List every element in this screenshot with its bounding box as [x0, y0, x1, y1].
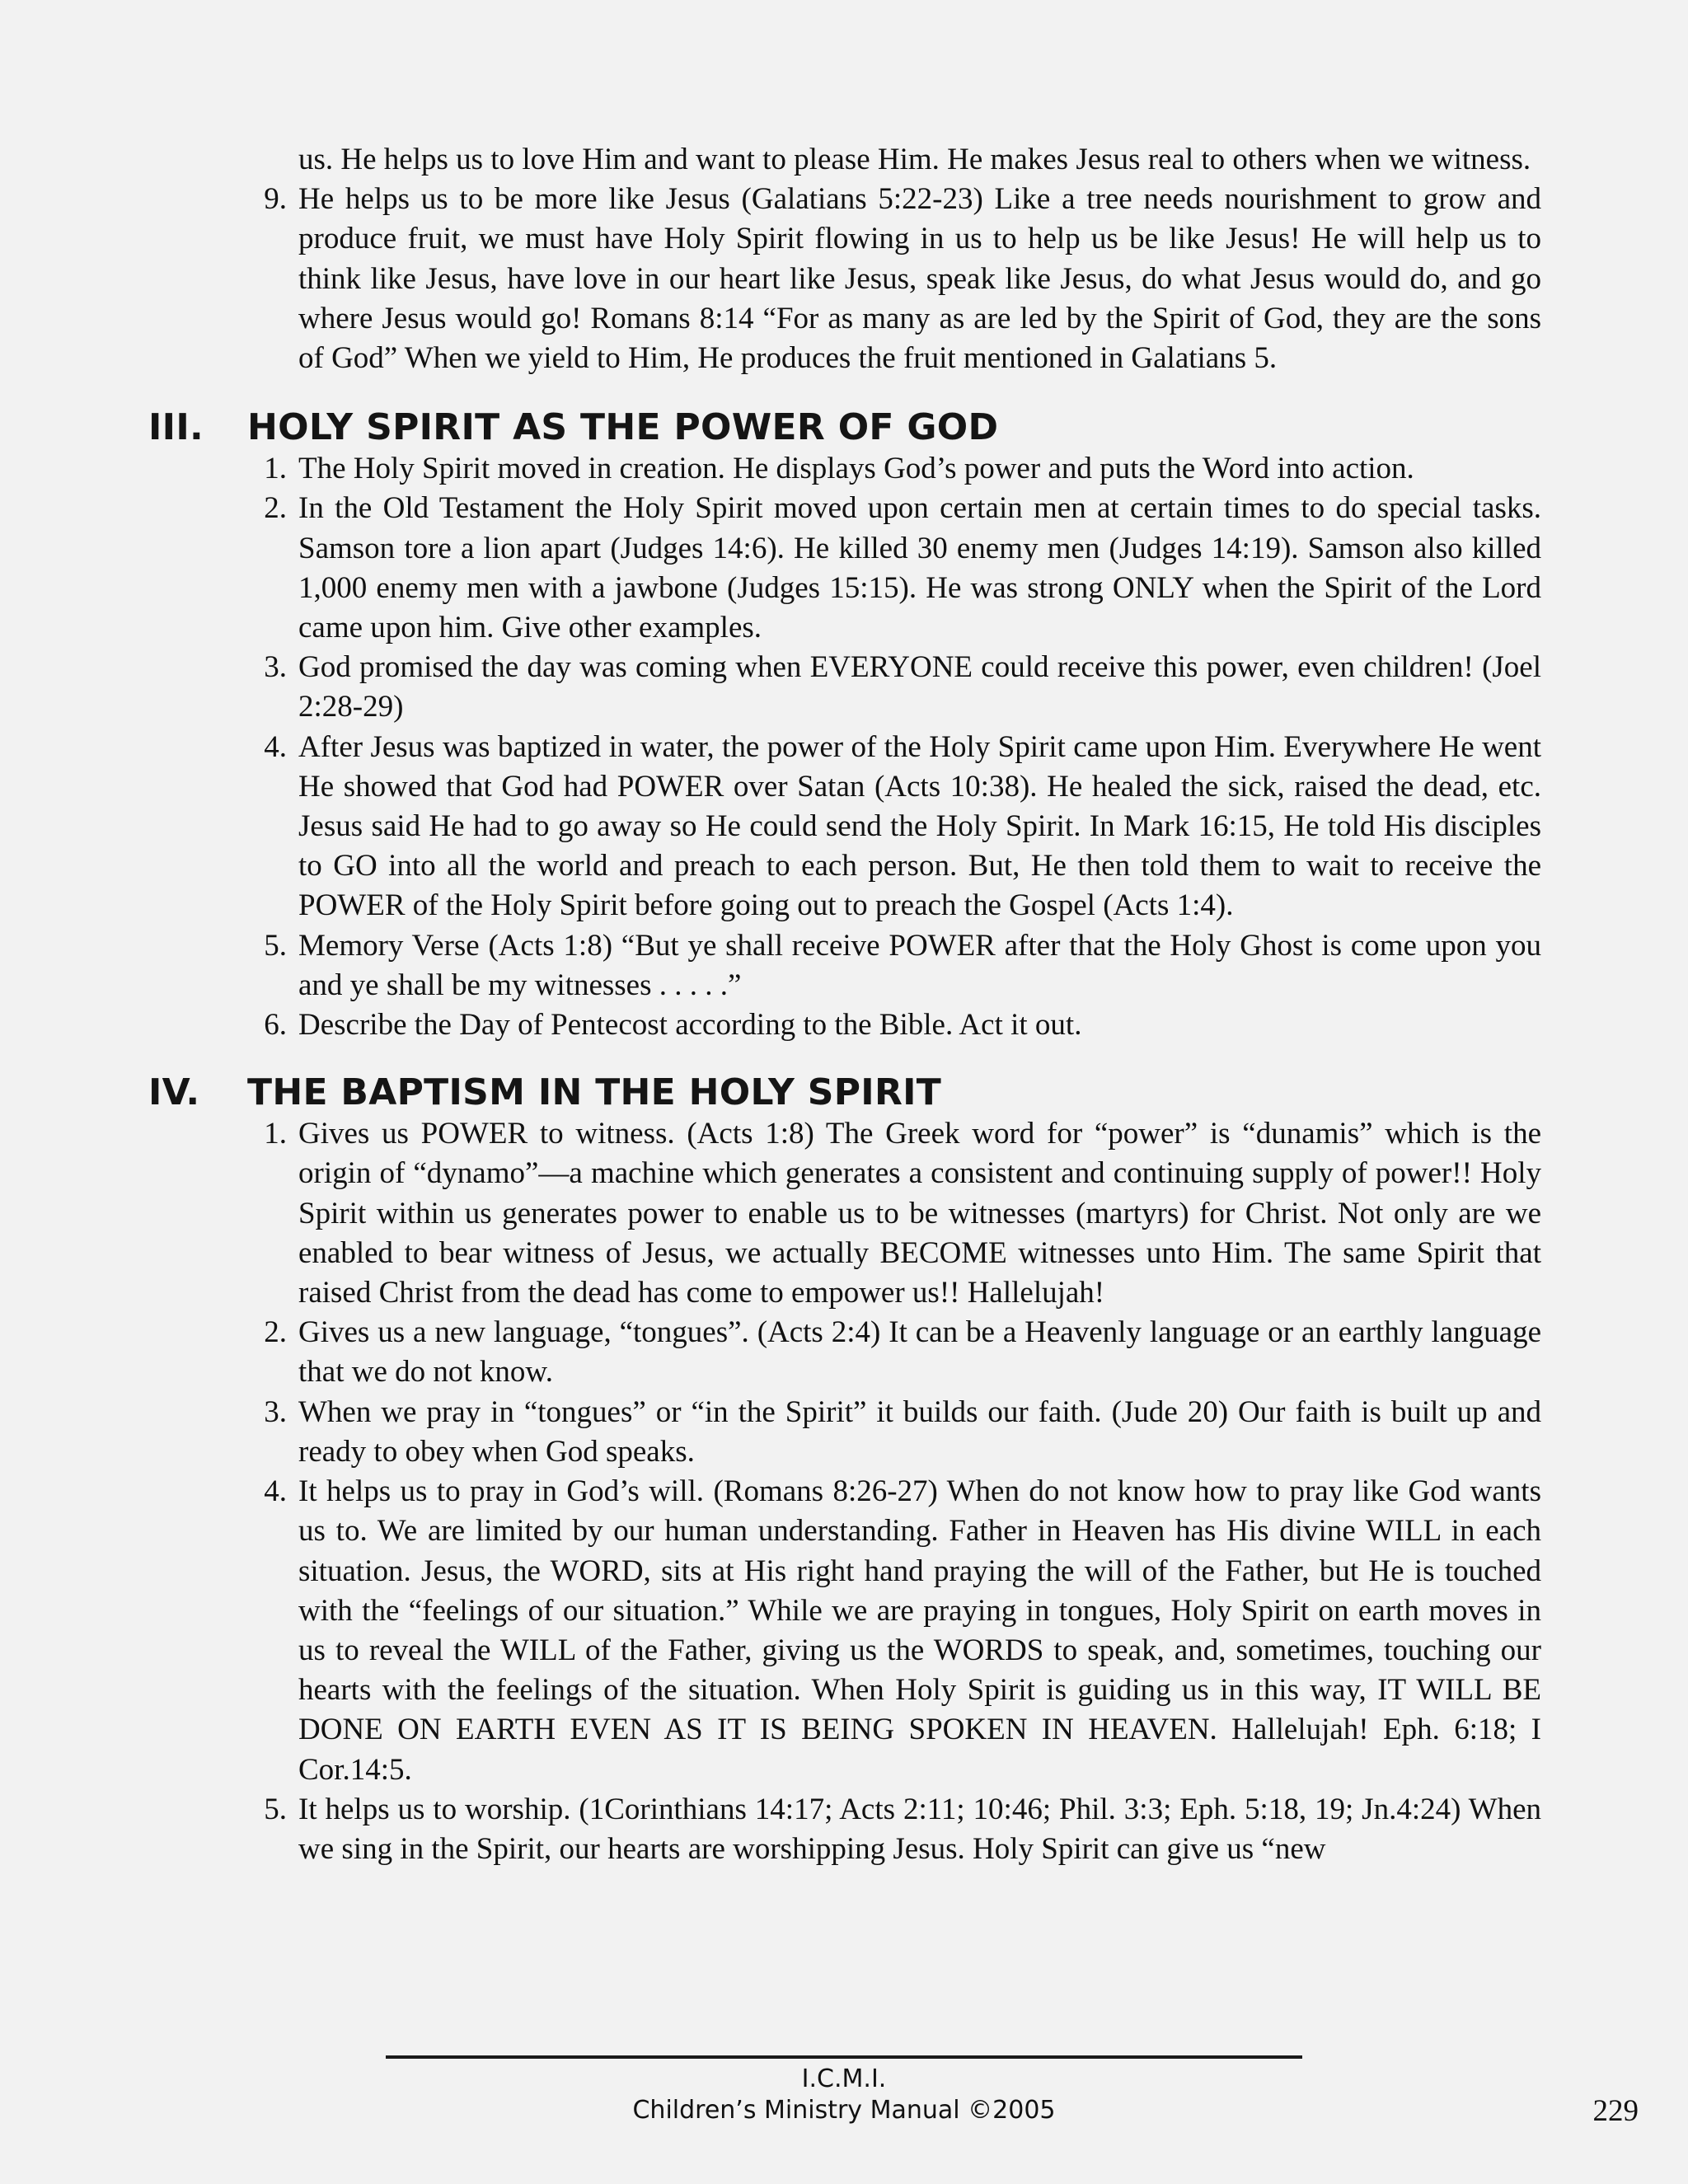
item-number: 3. [264, 650, 287, 685]
list-item [264, 1393, 1541, 1472]
item-text: It helps us to pray in God’s will. (Romans 8:26-27) When do not know how to pray like God wants us to. We are limited by our human understanding. Father in Heaven has His divine WILL in each situation. Jesus, the WORD, sits at His right hand praying the will of the Father, but He is touched with the “feelings of our situation.” While we are praying in tongues, Holy Spirit on earth moves in us to reveal the WILL of the Father, giving us the WORDS to speak, and, sometimes, touching our hearts with the feelings of the situation. When Holy Spirit is guiding us in this way, IT WILL BE DONE ON EARTH EVEN AS IT IS BEING SPOKEN IN HEAVEN. Hallelujah! Eph. 6:18; I Cor.14:5. [298, 1474, 1541, 1787]
continuation-paragraph: us. He helps us to love Him and want to please Him. He makes Jesus real to others when we witness. [298, 143, 1531, 176]
item-text: He helps us to be more like Jesus (Galatians 5:22-23) Like a tree needs nourishment to grow and produce fruit, we must have Holy Spirit flowing in us to help us be like Jesus! He will help us to think like Jesus, have love in our heart like Jesus, speak like Jesus, do what Jesus would do, and go where Jesus would go! Romans 8:14 “For as many as are led by the Spirit of God, they are the sons of God” When we yield to Him, He produces the fruit mentioned in Galatians 5. [298, 182, 1541, 376]
list-item [264, 648, 1541, 727]
item-number: 5. [264, 928, 287, 963]
section-title: THE BAPTISM IN THE HOLY SPIRIT [247, 1071, 942, 1114]
item-text: Describe the Day of Pentecost according to the Bible. Act it out. [298, 1008, 1082, 1043]
footer-divider [386, 2055, 1302, 2059]
item-text: In the Old Testament the Holy Spirit moved upon certain men at certain times to do special tasks. Samson tore a lion apart (Judges 14:6). He killed 30 enemy men (Judges 14:19). Samson also killed 1,000 enemy men with a jawbone (Judges 15:15). He was strong ONLY when the Spirit of the Lord came upon him. Give other examples. [298, 491, 1541, 645]
item-text: Memory Verse (Acts 1:8) “But ye shall receive POWER after that the Holy Ghost is come upon you and ye shall be my witnesses . . . . .” [298, 928, 1541, 1002]
item-text: Gives us a new language, “tongues”. (Acts 2:4) It can be a Heavenly language or an earthly language that we do not know. [298, 1315, 1541, 1390]
list-item [264, 1005, 1541, 1045]
section-number: IV. [148, 1071, 200, 1114]
section-title: HOLY SPIRIT AS THE POWER OF GOD [247, 406, 999, 449]
item-text: Gives us POWER to witness. (Acts 1:8) The Greek word for “power” is “dunamis” which is the origin of “dynamo”—a machine which generates a consistent and continuing supply of power!! Holy Spirit within us generates power to enable us to be witnesses (martyrs) for Christ. Not only are we enabled to bear witness of Jesus, we actually BECOME witnesses unto Him. The same Spirit that raised Christ from the dead has come to empower us!! Hallelujah! [298, 1117, 1541, 1310]
list-item [264, 1313, 1541, 1392]
item-number: 9. [264, 182, 287, 217]
list-item [264, 1790, 1541, 1869]
list-item [264, 1114, 1541, 1313]
item-number: 1. [264, 452, 287, 486]
page-body [0, 140, 1688, 1869]
item-text: God promised the day was coming when EVERYONE could receive this power, even children! (Joel 2:28-29) [298, 650, 1541, 724]
section-number: III. [148, 406, 204, 449]
item-text: It helps us to worship. (1Corinthians 14:17; Acts 2:11; 10:46; Phil. 3:3; Eph. 5:18, 19; Jn.4:24) When we sing in the Spirit, our hearts are worshipping Jesus. Holy Spirit can give us “new [298, 1792, 1541, 1866]
section-heading-iii [148, 406, 1688, 449]
list-item [264, 449, 1541, 489]
item-number: 6. [264, 1008, 287, 1043]
item-number: 1. [264, 1117, 287, 1151]
list-item [264, 489, 1541, 648]
item-number: 4. [264, 1474, 287, 1509]
list-item [264, 728, 1541, 926]
footer-manual-title: Children’s Ministry Manual ©2005 [632, 2096, 1056, 2125]
list-item [264, 1472, 1541, 1790]
item-text: After Jesus was baptized in water, the power of the Holy Spirit came upon Him. Everywhere He went He showed that God had POWER over Satan (Acts 10:38). He healed the sick, raised the dead, etc. Jesus said He had to go away so He could send the Holy Spirit. In Mark 16:15, He told His disciples to GO into all the world and preach to each person. But, He then told them to wait to receive the POWER of the Holy Spirit before going out to preach the Gospel (Acts 1:4). [298, 729, 1541, 923]
footer-organization: I.C.M.I. [801, 2064, 887, 2093]
page-number: 229 [1592, 2094, 1639, 2128]
list-item [264, 926, 1541, 1005]
item-number: 3. [264, 1394, 287, 1429]
item-number: 2. [264, 1315, 287, 1350]
list-item [264, 180, 1541, 378]
item-number: 4. [264, 729, 287, 764]
item-number: 2. [264, 491, 287, 526]
item-text: When we pray in “tongues” or “in the Spirit” it builds our faith. (Jude 20) Our faith is built up and ready to obey when God speaks. [298, 1394, 1541, 1469]
section-heading-iv [148, 1071, 1688, 1114]
item-text: The Holy Spirit moved in creation. He displays God’s power and puts the Word into action. [298, 452, 1414, 486]
item-number: 5. [264, 1792, 287, 1826]
